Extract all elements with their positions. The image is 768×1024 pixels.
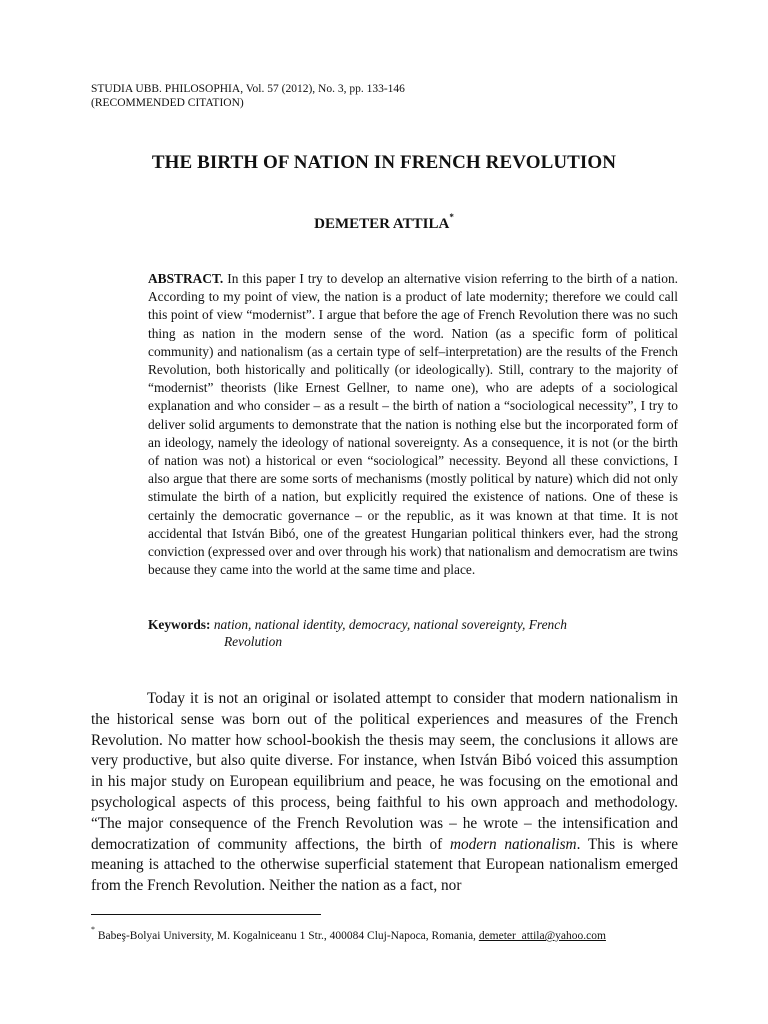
keywords-label: Keywords: (148, 617, 211, 632)
keywords-list: nation, national identity, democracy, national sovereignty, French (210, 617, 567, 632)
abstract-text: In this paper I try to develop an alternative vision referring to the birth of a nation. According to my point of view, the nation is a product of late modernity; therefore we could call this point of view “modernist”. I argue that before the age of French Revolution there was no such thing as nation in the modern sense of the word. Nation (as a specific form of political community) and nationalism (as a certain type of self–interpretation) are the results of the French Revolution, both historically and politically (or ideologically). Still, contrary to the majority of “modernist” theorists (like Ernest Gellner, to name one), who are adepts of a sociological explanation and who consider – as a result – the birth of nation a “sociological necessity”, I try to deliver solid arguments to demonstrate that the nation is nothing else but the incorporated form of an ideology, namely the ideology of national sovereignty. As a consequence, it is not (or the birth of nation was not) a historical or even “sociological” necessity. Beyond all these convictions, I also argue that there are some sorts of mechanisms (mostly political by nature) which did not only stimulate the birth of a nation, but explicitly required the existence of nations. One of these is certainly the democratic governance – or the republic, as it was known at that time. It is not accidental that István Bibó, one of the greatest Hungarian political thinkers ever, had the strong conviction (expressed over and over through his work) that nationalism and democratism are twins because they came into the world at the same time and place. (148, 271, 678, 578)
body-text-part2: . This is where meaning is attached to the otherwise superficial statement that European nationalism emerged from the French Revolution. Neither the nation as a fact, nor (91, 835, 678, 895)
keywords-block (148, 616, 678, 650)
citation-journal-line: STUDIA UBB. PHILOSOPHIA, Vol. 57 (2012), No. 3, pp. 133-146 (91, 83, 405, 95)
footnote (91, 925, 606, 943)
citation-recommended-line: (RECOMMENDED CITATION) (91, 97, 244, 109)
author-footnote-mark: * (449, 212, 454, 222)
body-paragraph (91, 689, 678, 897)
footnote-text: Babeş-Bolyai University, M. Kogalniceanu 1 Str., 400084 Cluj-Napoca, Romania, (95, 929, 479, 942)
footnote-divider (91, 914, 321, 915)
paper-title: THE BIRTH OF NATION IN FRENCH REVOLUTION (151, 152, 617, 173)
body-text-part1: Today it is not an original or isolated attempt to consider that modern nationalism in the historical sense was born out of the political experiences and measures of the French Revolution. No matter how school-bookish the thesis may seem, the conclusions it allows are very productive, but also quite diverse. For instance, when István Bibó voiced this assumption in his major study on European equilibrium and peace, he was focusing on the emotional and psychological aspects of this process, being faithful to his own approach and methodology. “The major consequence of the French Revolution was – he wrote – the intensification and democratization of community affections, the birth of (91, 690, 678, 853)
author-name: DEMETER ATTILA (314, 216, 450, 232)
footnote-mark: * (91, 925, 95, 934)
abstract-paragraph (148, 270, 678, 579)
author-line (0, 214, 768, 233)
body-emphasis: modern nationalism (449, 835, 577, 853)
citation-header (91, 82, 405, 110)
abstract-label: ABSTRACT. (148, 271, 224, 286)
keywords-list-continued: Revolution (224, 634, 283, 649)
footnote-email-link[interactable]: demeter_attila@yahoo.com (478, 929, 606, 942)
